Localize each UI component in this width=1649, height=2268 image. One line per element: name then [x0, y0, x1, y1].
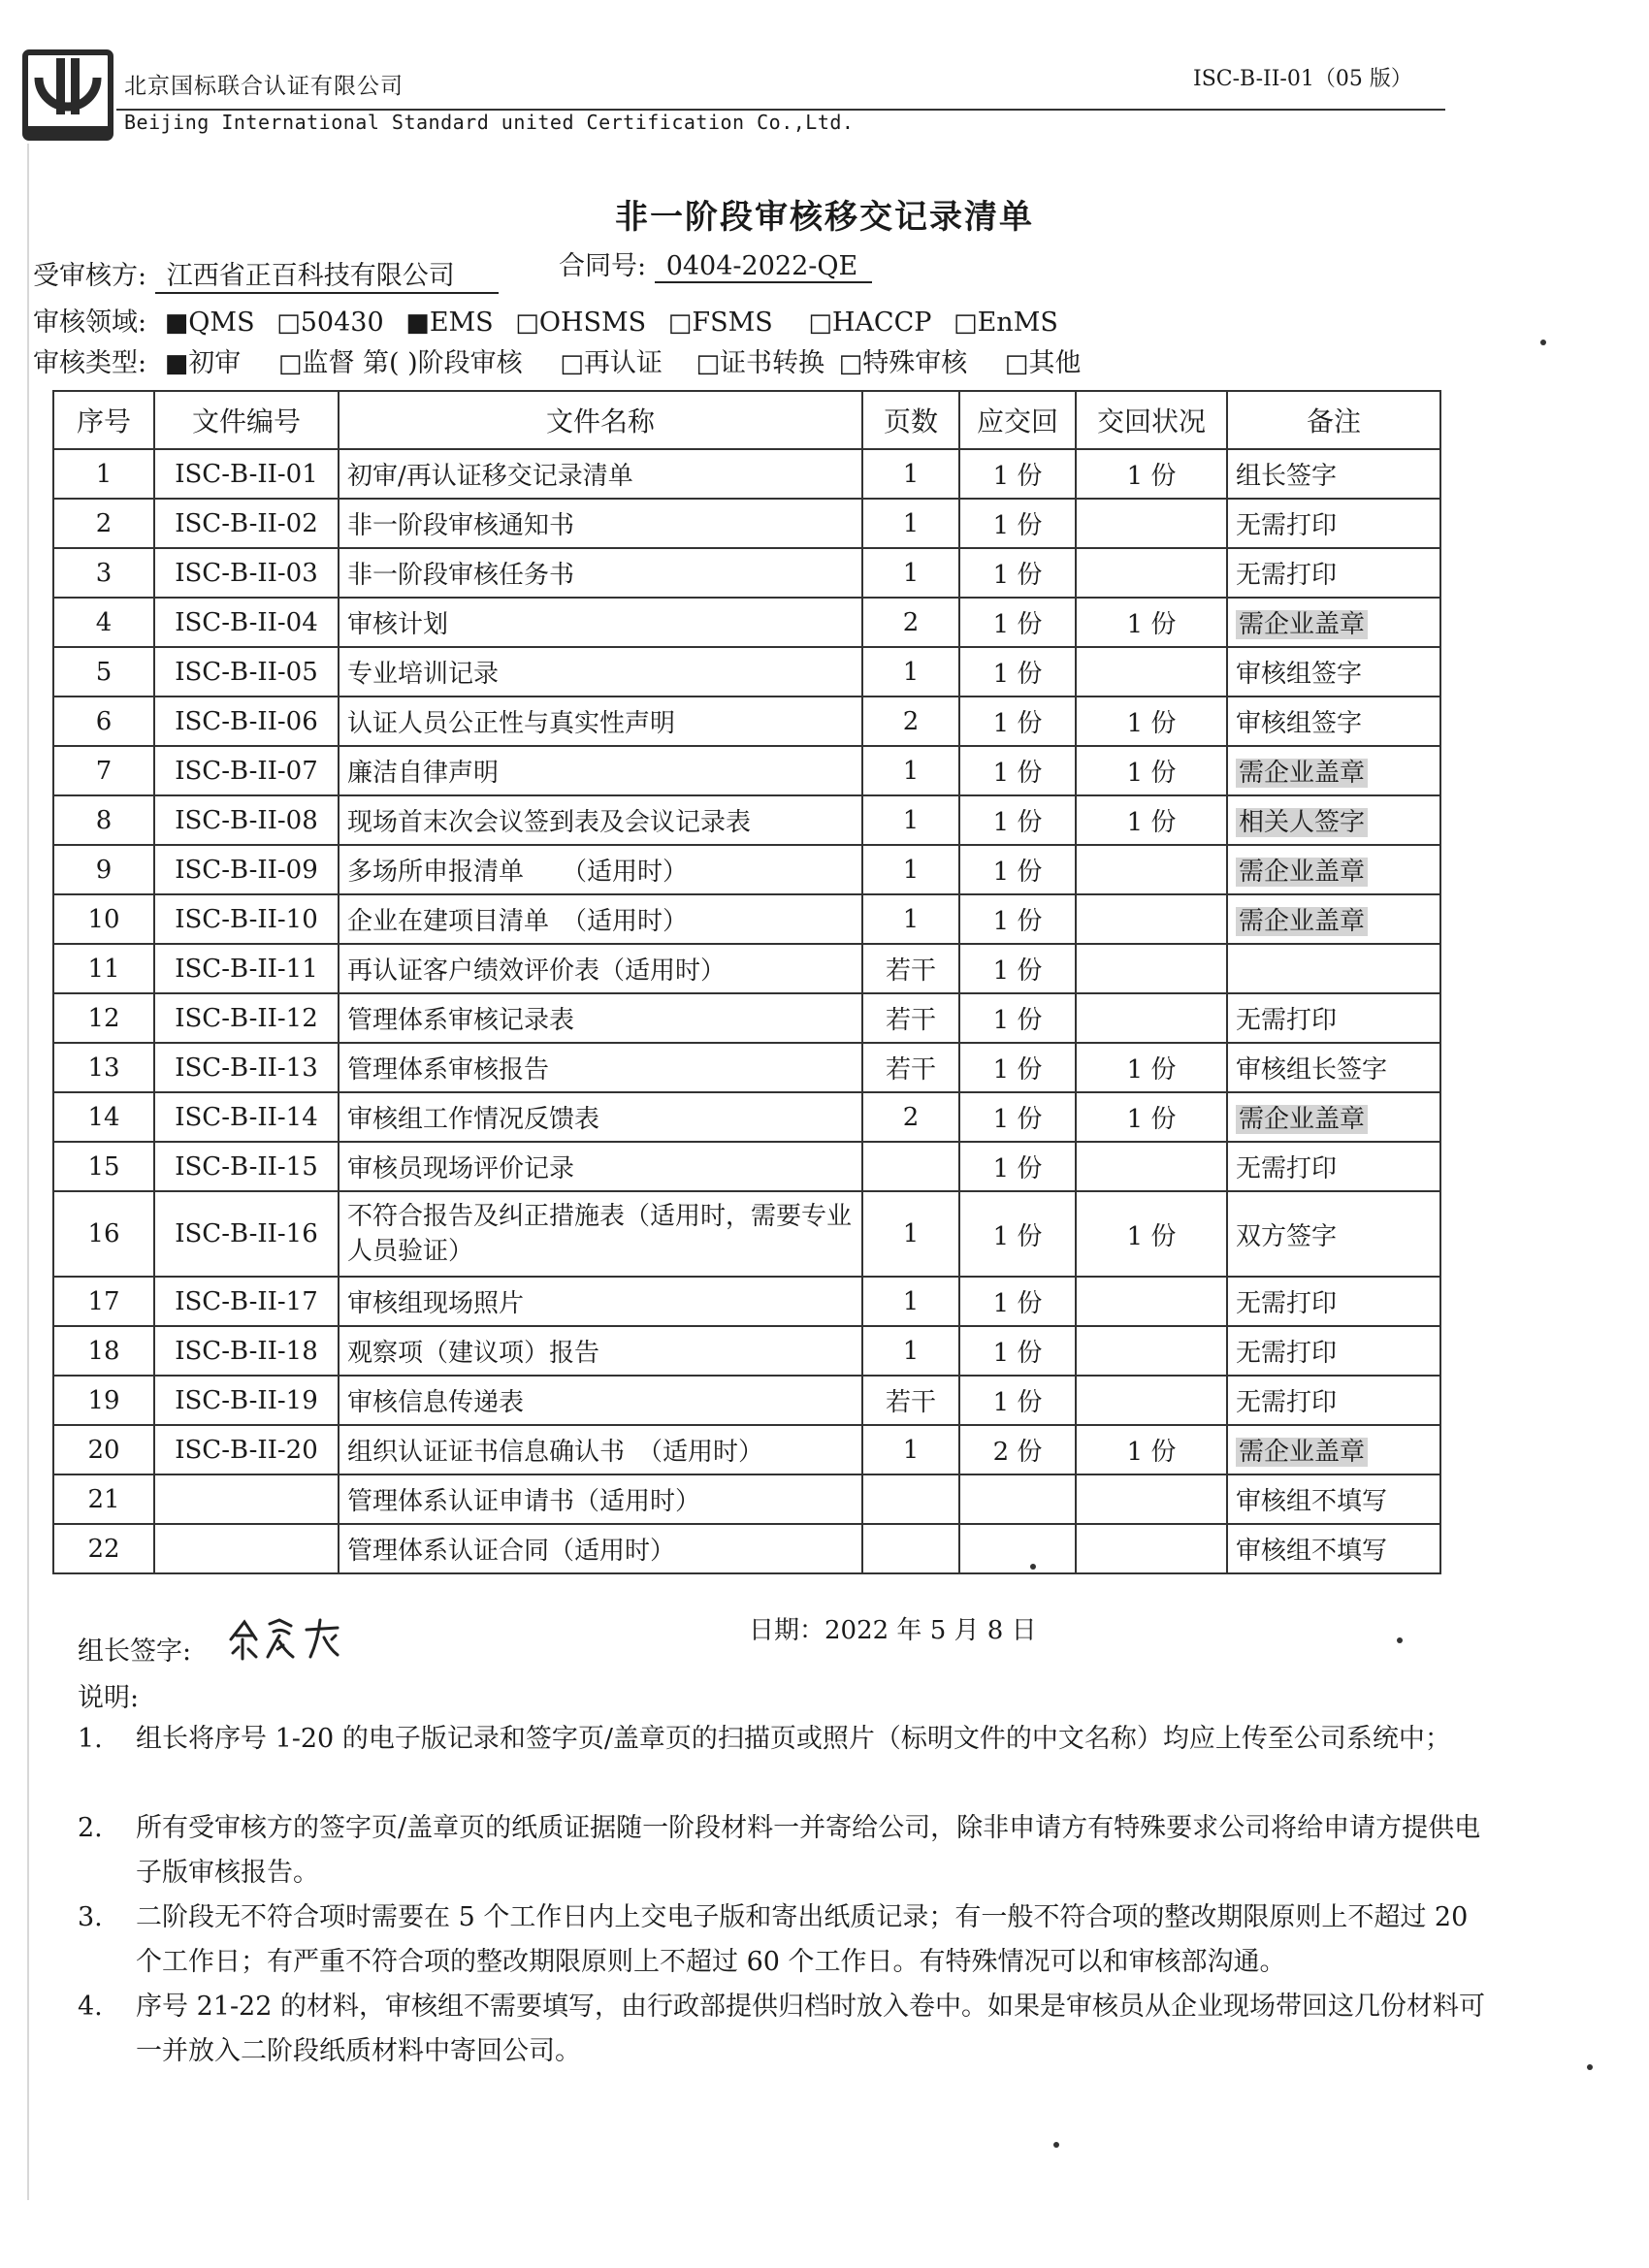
file-code-cell: ISC-B-II-11 — [154, 944, 339, 993]
note-item — [78, 1985, 1494, 2074]
due-cell: 1 份 — [959, 1326, 1076, 1376]
returned-cell — [1076, 845, 1227, 894]
file-name-cell: 专业培训记录 — [339, 647, 862, 697]
pages-cell: 若干 — [862, 993, 959, 1043]
file-code-cell — [154, 1524, 339, 1573]
returned-cell — [1076, 894, 1227, 944]
pages-cell: 1 — [862, 1326, 959, 1376]
col-header-name: 文件名称 — [339, 391, 862, 449]
scan-speck — [1540, 340, 1546, 345]
row-number-cell: 10 — [53, 894, 154, 944]
returned-cell: 1 份 — [1076, 697, 1227, 746]
row-number-cell: 19 — [53, 1376, 154, 1425]
pages-cell: 1 — [862, 1425, 959, 1474]
due-cell: 1 份 — [959, 746, 1076, 795]
returned-cell — [1076, 993, 1227, 1043]
pages-cell: 1 — [862, 548, 959, 598]
type-option-transfer: □证书转换 — [695, 348, 825, 378]
row-number-cell: 15 — [53, 1142, 154, 1191]
returned-cell: 1 份 — [1076, 1092, 1227, 1142]
remark-cell: 无需打印 — [1227, 993, 1440, 1043]
row-number-cell: 13 — [53, 1043, 154, 1092]
file-name-cell: 初审/再认证移交记录清单 — [339, 449, 862, 499]
audit-domain-row — [33, 301, 1058, 339]
due-cell: 1 份 — [959, 598, 1076, 647]
contract-row — [559, 244, 872, 283]
returned-cell — [1076, 1142, 1227, 1191]
file-code-cell: ISC-B-II-16 — [154, 1191, 339, 1277]
due-cell: 1 份 — [959, 993, 1076, 1043]
header-divider — [116, 109, 1445, 111]
file-code-cell: ISC-B-II-18 — [154, 1326, 339, 1376]
file-name-cell: 审核信息传递表 — [339, 1376, 862, 1425]
pages-cell — [862, 1524, 959, 1573]
table-row — [53, 647, 1440, 697]
type-option-recert: □再认证 — [560, 348, 663, 378]
row-number-cell: 18 — [53, 1326, 154, 1376]
domain-option-fsms: □FSMS — [667, 308, 773, 338]
remark-highlight: 需企业盖章 — [1236, 610, 1368, 639]
remark-highlight: 需企业盖章 — [1236, 858, 1368, 887]
note-number: 4. — [78, 1992, 103, 2022]
file-code-cell: ISC-B-II-03 — [154, 548, 339, 598]
auditee-row — [33, 254, 499, 294]
audit-domain-label: 审核领域: — [33, 308, 147, 338]
returned-cell: 1 份 — [1076, 1425, 1227, 1474]
row-number-cell: 11 — [53, 944, 154, 993]
due-cell — [959, 1474, 1076, 1524]
file-name-cell: 认证人员公正性与真实性声明 — [339, 697, 862, 746]
due-cell: 1 份 — [959, 449, 1076, 499]
company-logo-icon — [21, 49, 114, 142]
remark-cell — [1227, 1092, 1440, 1142]
returned-cell: 1 份 — [1076, 746, 1227, 795]
form-code: ISC-B-II-01（05 版） — [1193, 67, 1412, 91]
file-name-cell: 管理体系审核报告 — [339, 1043, 862, 1092]
checkbox-empty-icon: □ — [954, 308, 978, 338]
company-name-cn: 北京国标联合认证有限公司 — [124, 74, 404, 99]
table-header-row — [53, 391, 1440, 449]
table-row — [53, 1142, 1440, 1191]
domain-option-ohsms: □OHSMS — [515, 308, 647, 338]
sign-date: 日期：2022 年 5 月 8 日 — [749, 1616, 1037, 1645]
checkbox-empty-icon: □ — [808, 308, 832, 338]
file-name-cell: 观察项（建议项）报告 — [339, 1326, 862, 1376]
pages-cell: 1 — [862, 845, 959, 894]
pages-cell: 1 — [862, 795, 959, 845]
remark-cell: 无需打印 — [1227, 1376, 1440, 1425]
pages-cell: 2 — [862, 598, 959, 647]
remark-highlight: 需企业盖章 — [1236, 759, 1368, 788]
remark-highlight: 相关人签字 — [1236, 808, 1368, 837]
returned-cell — [1076, 944, 1227, 993]
file-code-cell: ISC-B-II-13 — [154, 1043, 339, 1092]
table-row — [53, 993, 1440, 1043]
file-code-cell: ISC-B-II-01 — [154, 449, 339, 499]
row-number-cell: 8 — [53, 795, 154, 845]
remark-cell: 审核组不填写 — [1227, 1474, 1440, 1524]
pages-cell: 1 — [862, 894, 959, 944]
pages-cell: 1 — [862, 1277, 959, 1326]
pages-cell: 1 — [862, 746, 959, 795]
row-number-cell: 22 — [53, 1524, 154, 1573]
due-cell: 2 份 — [959, 1425, 1076, 1474]
returned-cell: 1 份 — [1076, 1191, 1227, 1277]
remark-cell — [1227, 944, 1440, 993]
file-name-cell: 审核计划 — [339, 598, 862, 647]
due-cell: 1 份 — [959, 845, 1076, 894]
scan-speck — [1397, 1637, 1403, 1643]
remark-cell: 无需打印 — [1227, 1142, 1440, 1191]
notes-title: 说明: — [78, 1683, 140, 1713]
remark-cell: 双方签字 — [1227, 1191, 1440, 1277]
table-row — [53, 598, 1440, 647]
file-code-cell: ISC-B-II-04 — [154, 598, 339, 647]
table-row — [53, 697, 1440, 746]
row-number-cell: 6 — [53, 697, 154, 746]
remark-cell — [1227, 746, 1440, 795]
file-name-cell: 审核员现场评价记录 — [339, 1142, 862, 1191]
table-row — [53, 1425, 1440, 1474]
pages-cell — [862, 1142, 959, 1191]
checkbox-empty-icon: □ — [838, 349, 863, 378]
checkbox-empty-icon: □ — [1004, 349, 1029, 378]
remark-cell — [1227, 598, 1440, 647]
row-number-cell: 12 — [53, 993, 154, 1043]
remark-highlight: 需企业盖章 — [1236, 1105, 1368, 1134]
note-item — [78, 1895, 1494, 1985]
file-code-cell: ISC-B-II-19 — [154, 1376, 339, 1425]
checkbox-checked-icon: ■ — [405, 308, 430, 338]
file-name-cell: 管理体系认证合同（适用时） — [339, 1524, 862, 1573]
table-row — [53, 944, 1440, 993]
due-cell: 1 份 — [959, 1142, 1076, 1191]
handwritten-signature — [223, 1610, 349, 1669]
note-text: 组长将序号 1-20 的电子版记录和签字页/盖章页的扫描页或照片（标明文件的中文名称）均应上传至公司系统中； — [136, 1724, 1451, 1754]
row-number-cell: 5 — [53, 647, 154, 697]
remark-highlight: 需企业盖章 — [1236, 1438, 1368, 1467]
remark-cell: 无需打印 — [1227, 499, 1440, 548]
table-row — [53, 1043, 1440, 1092]
col-header-no: 序号 — [53, 391, 154, 449]
file-code-cell: ISC-B-II-17 — [154, 1277, 339, 1326]
due-cell: 1 份 — [959, 499, 1076, 548]
file-code-cell — [154, 1474, 339, 1524]
remark-cell: 审核组签字 — [1227, 647, 1440, 697]
remark-cell: 无需打印 — [1227, 1326, 1440, 1376]
due-cell: 1 份 — [959, 1092, 1076, 1142]
returned-cell: 1 份 — [1076, 449, 1227, 499]
col-header-remark: 备注 — [1227, 391, 1440, 449]
col-header-code: 文件编号 — [154, 391, 339, 449]
file-name-cell: 再认证客户绩效评价表（适用时） — [339, 944, 862, 993]
remark-cell — [1227, 795, 1440, 845]
file-code-cell: ISC-B-II-10 — [154, 894, 339, 944]
returned-cell — [1076, 1277, 1227, 1326]
handover-table — [52, 390, 1441, 1574]
type-option-initial: ■初审 — [164, 348, 242, 378]
pages-cell: 若干 — [862, 1043, 959, 1092]
row-number-cell: 21 — [53, 1474, 154, 1524]
note-item — [78, 1717, 1494, 1762]
file-code-cell: ISC-B-II-06 — [154, 697, 339, 746]
remark-cell — [1227, 1425, 1440, 1474]
row-number-cell: 14 — [53, 1092, 154, 1142]
file-code-cell: ISC-B-II-20 — [154, 1425, 339, 1474]
remark-highlight: 需企业盖章 — [1236, 907, 1368, 936]
returned-cell — [1076, 499, 1227, 548]
returned-cell: 1 份 — [1076, 1043, 1227, 1092]
row-number-cell: 16 — [53, 1191, 154, 1277]
file-code-cell: ISC-B-II-09 — [154, 845, 339, 894]
note-text: 所有受审核方的签字页/盖章页的纸质证据随一阶段材料一并寄给公司，除非申请方有特殊要求公司将给申请方提供电子版审核报告。 — [136, 1813, 1481, 1888]
type-option-surveillance: □监督 第( )阶段审核 — [277, 348, 523, 378]
table-row — [53, 795, 1440, 845]
pages-cell: 若干 — [862, 944, 959, 993]
file-code-cell: ISC-B-II-07 — [154, 746, 339, 795]
checkbox-empty-icon: □ — [277, 349, 303, 378]
returned-cell — [1076, 1376, 1227, 1425]
table-row — [53, 845, 1440, 894]
col-header-pages: 页数 — [862, 391, 959, 449]
note-text: 二阶段无不符合项时需要在 5 个工作日内上交电子版和寄出纸质记录；有一般不符合项的整改期限原则上不超过 20 个工作日；有严重不符合项的整改期限原则上不超过 60 个工作日。有特殊情况可以和审核部沟通。 — [136, 1902, 1469, 1977]
checkbox-empty-icon: □ — [276, 308, 301, 338]
remark-cell — [1227, 894, 1440, 944]
row-number-cell: 9 — [53, 845, 154, 894]
due-cell: 1 份 — [959, 1376, 1076, 1425]
remark-cell: 组长签字 — [1227, 449, 1440, 499]
table-row — [53, 499, 1440, 548]
auditee-label: 受审核方: — [33, 261, 147, 291]
table-row — [53, 1376, 1440, 1425]
checkbox-empty-icon: □ — [667, 308, 693, 338]
col-header-returned: 交回状况 — [1076, 391, 1227, 449]
pages-cell: 1 — [862, 449, 959, 499]
remark-cell: 无需打印 — [1227, 1277, 1440, 1326]
due-cell: 1 份 — [959, 548, 1076, 598]
row-number-cell: 1 — [53, 449, 154, 499]
table-row — [53, 1326, 1440, 1376]
document-title: 非一阶段审核移交记录清单 — [615, 198, 1034, 237]
scan-speck — [1053, 2142, 1059, 2148]
auditee-value: 江西省正百科技有限公司 — [155, 254, 499, 294]
returned-cell — [1076, 1524, 1227, 1573]
table-row — [53, 1092, 1440, 1142]
note-item — [78, 1806, 1494, 1895]
note-text: 序号 21-22 的材料，审核组不需要填写，由行政部提供归档时放入卷中。如果是审核员从企业现场带回这几份材料可一并放入二阶段纸质材料中寄回公司。 — [136, 1992, 1485, 2066]
file-code-cell: ISC-B-II-05 — [154, 647, 339, 697]
pages-cell — [862, 1474, 959, 1524]
file-name-cell: 管理体系认证申请书（适用时） — [339, 1474, 862, 1524]
due-cell: 1 份 — [959, 795, 1076, 845]
col-header-due: 应交回 — [959, 391, 1076, 449]
audit-type-label: 审核类型: — [33, 348, 147, 378]
pages-cell: 1 — [862, 647, 959, 697]
leader-sign-label: 组长签字: — [78, 1636, 192, 1667]
row-number-cell: 20 — [53, 1425, 154, 1474]
domain-option-enms: □EnMS — [954, 308, 1058, 338]
due-cell: 1 份 — [959, 1043, 1076, 1092]
pages-cell: 2 — [862, 697, 959, 746]
file-name-cell: 非一阶段审核任务书 — [339, 548, 862, 598]
file-name-cell: 不符合报告及纠正措施表（适用时，需要专业人员验证） — [339, 1191, 862, 1277]
checkbox-empty-icon: □ — [515, 308, 539, 338]
table-row — [53, 1474, 1440, 1524]
type-option-other: □其他 — [1004, 348, 1082, 378]
contract-value: 0404-2022-QE — [655, 251, 872, 283]
checkbox-empty-icon: □ — [560, 349, 584, 378]
contract-label: 合同号: — [559, 251, 647, 281]
file-code-cell: ISC-B-II-08 — [154, 795, 339, 845]
remark-cell: 审核组长签字 — [1227, 1043, 1440, 1092]
remark-cell: 审核组签字 — [1227, 697, 1440, 746]
note-number: 1. — [78, 1724, 103, 1754]
row-number-cell: 4 — [53, 598, 154, 647]
due-cell: 1 份 — [959, 697, 1076, 746]
row-number-cell: 17 — [53, 1277, 154, 1326]
domain-option-haccp: □HACCP — [808, 308, 932, 338]
table-row — [53, 1524, 1440, 1573]
returned-cell — [1076, 647, 1227, 697]
pages-cell: 2 — [862, 1092, 959, 1142]
scan-speck — [1587, 2064, 1593, 2070]
row-number-cell: 3 — [53, 548, 154, 598]
pages-cell: 若干 — [862, 1376, 959, 1425]
file-name-cell: 组织认证证书信息确认书 （适用时） — [339, 1425, 862, 1474]
scan-edge-line — [27, 144, 29, 2200]
domain-option-qms: ■QMS — [164, 308, 255, 338]
remark-cell — [1227, 845, 1440, 894]
file-name-cell: 审核组现场照片 — [339, 1277, 862, 1326]
remark-cell: 无需打印 — [1227, 548, 1440, 598]
table-row — [53, 548, 1440, 598]
due-cell: 1 份 — [959, 1191, 1076, 1277]
returned-cell — [1076, 548, 1227, 598]
domain-option-50430: □50430 — [276, 308, 384, 338]
file-code-cell: ISC-B-II-02 — [154, 499, 339, 548]
file-code-cell: ISC-B-II-12 — [154, 993, 339, 1043]
checkbox-empty-icon: □ — [695, 349, 721, 378]
domain-option-ems: ■EMS — [405, 308, 494, 338]
note-number: 2. — [78, 1813, 103, 1843]
table-row — [53, 746, 1440, 795]
due-cell — [959, 1524, 1076, 1573]
file-name-cell: 管理体系审核记录表 — [339, 993, 862, 1043]
returned-cell — [1076, 1326, 1227, 1376]
due-cell: 1 份 — [959, 1277, 1076, 1326]
file-name-cell: 企业在建项目清单 （适用时） — [339, 894, 862, 944]
pages-cell: 1 — [862, 499, 959, 548]
due-cell: 1 份 — [959, 647, 1076, 697]
checkbox-checked-icon: ■ — [164, 308, 189, 338]
table-row — [53, 1191, 1440, 1277]
table-row — [53, 449, 1440, 499]
due-cell: 1 份 — [959, 944, 1076, 993]
pages-cell: 1 — [862, 1191, 959, 1277]
returned-cell — [1076, 1474, 1227, 1524]
audit-type-row — [33, 341, 1081, 379]
due-cell: 1 份 — [959, 894, 1076, 944]
file-code-cell: ISC-B-II-14 — [154, 1092, 339, 1142]
file-code-cell: ISC-B-II-15 — [154, 1142, 339, 1191]
file-name-cell: 审核组工作情况反馈表 — [339, 1092, 862, 1142]
checkbox-checked-icon: ■ — [164, 349, 189, 378]
file-name-cell: 非一阶段审核通知书 — [339, 499, 862, 548]
remark-cell: 审核组不填写 — [1227, 1524, 1440, 1573]
file-name-cell: 现场首末次会议签到表及会议记录表 — [339, 795, 862, 845]
type-option-special: □特殊审核 — [838, 348, 968, 378]
row-number-cell: 2 — [53, 499, 154, 548]
file-name-cell: 多场所申报清单 （适用时） — [339, 845, 862, 894]
note-number: 3. — [78, 1902, 103, 1932]
row-number-cell: 7 — [53, 746, 154, 795]
table-body — [53, 449, 1440, 1573]
table-row — [53, 894, 1440, 944]
scan-speck — [1030, 1564, 1036, 1570]
table-row — [53, 1277, 1440, 1326]
file-name-cell: 廉洁自律声明 — [339, 746, 862, 795]
returned-cell: 1 份 — [1076, 795, 1227, 845]
returned-cell: 1 份 — [1076, 598, 1227, 647]
company-name-en: Beijing International Standard united Certification Co.,Ltd. — [124, 111, 855, 134]
